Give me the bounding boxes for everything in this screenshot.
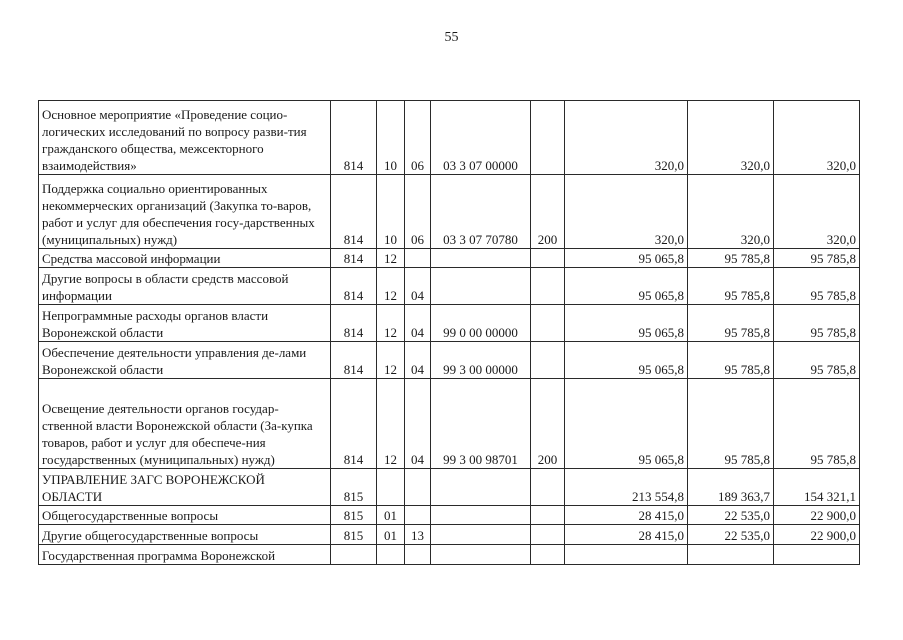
cell-target: 99 3 00 00000 <box>431 342 531 379</box>
cell-amount-1: 95 065,8 <box>565 249 688 268</box>
cell-amount-3 <box>774 545 860 565</box>
cell-subsection: 13 <box>405 525 431 545</box>
cell-section: 10 <box>377 101 405 175</box>
cell-amount-3: 95 785,8 <box>774 342 860 379</box>
cell-target <box>431 525 531 545</box>
table-body <box>39 101 860 565</box>
cell-subsection: 04 <box>405 305 431 342</box>
cell-subsection <box>405 545 431 565</box>
cell-amount-2: 95 785,8 <box>688 305 774 342</box>
cell-target <box>431 469 531 506</box>
cell-subsection: 06 <box>405 175 431 249</box>
cell-target: 03 3 07 00000 <box>431 101 531 175</box>
row-name: Непрограммные расходы органов власти Воронежской области <box>39 305 331 342</box>
cell-amount-3: 320,0 <box>774 101 860 175</box>
cell-code: 814 <box>331 379 377 469</box>
cell-expense-type <box>531 268 565 305</box>
cell-code: 815 <box>331 525 377 545</box>
cell-subsection <box>405 469 431 506</box>
cell-section: 01 <box>377 506 405 525</box>
cell-amount-3: 95 785,8 <box>774 379 860 469</box>
cell-amount-2: 95 785,8 <box>688 268 774 305</box>
row-name: Государственная программа Воронежской <box>39 545 331 565</box>
cell-code: 814 <box>331 342 377 379</box>
cell-expense-type <box>531 506 565 525</box>
cell-target <box>431 249 531 268</box>
cell-section: 10 <box>377 175 405 249</box>
cell-code <box>331 545 377 565</box>
cell-amount-1: 320,0 <box>565 101 688 175</box>
cell-amount-1: 95 065,8 <box>565 268 688 305</box>
table-row <box>39 469 860 506</box>
cell-target <box>431 268 531 305</box>
cell-section <box>377 469 405 506</box>
row-name: УПРАВЛЕНИЕ ЗАГС ВОРОНЕЖСКОЙ ОБЛАСТИ <box>39 469 331 506</box>
cell-target: 03 3 07 70780 <box>431 175 531 249</box>
row-name: Основное мероприятие «Проведение социо-логических исследований по вопросу разви-тия гражданского общества, межсекторного взаимодействия» <box>39 101 331 175</box>
cell-amount-1: 95 065,8 <box>565 305 688 342</box>
cell-code: 815 <box>331 506 377 525</box>
cell-expense-type <box>531 249 565 268</box>
cell-subsection: 06 <box>405 101 431 175</box>
cell-section: 12 <box>377 342 405 379</box>
row-name: Другие общегосударственные вопросы <box>39 525 331 545</box>
cell-amount-1: 95 065,8 <box>565 342 688 379</box>
row-name: Другие вопросы в области средств массовой информации <box>39 268 331 305</box>
cell-amount-1: 320,0 <box>565 175 688 249</box>
cell-amount-1: 95 065,8 <box>565 379 688 469</box>
cell-code: 814 <box>331 305 377 342</box>
cell-code: 814 <box>331 249 377 268</box>
cell-code: 814 <box>331 268 377 305</box>
cell-amount-3: 154 321,1 <box>774 469 860 506</box>
cell-expense-type <box>531 469 565 506</box>
cell-expense-type: 200 <box>531 379 565 469</box>
table-row <box>39 175 860 249</box>
table-row <box>39 342 860 379</box>
table-row <box>39 101 860 175</box>
cell-subsection: 04 <box>405 342 431 379</box>
cell-section: 12 <box>377 379 405 469</box>
cell-code: 815 <box>331 469 377 506</box>
budget-table <box>38 100 860 565</box>
cell-target <box>431 545 531 565</box>
cell-section <box>377 545 405 565</box>
table-row <box>39 305 860 342</box>
cell-code: 814 <box>331 101 377 175</box>
cell-amount-3: 95 785,8 <box>774 249 860 268</box>
cell-expense-type <box>531 545 565 565</box>
cell-code: 814 <box>331 175 377 249</box>
row-name: Поддержка социально ориентированных некоммерческих организаций (Закупка то-варов, работ и услуг для обеспечения госу-дарственных (муниципальных) нужд) <box>39 175 331 249</box>
cell-expense-type <box>531 525 565 545</box>
cell-amount-2: 22 535,0 <box>688 525 774 545</box>
cell-section: 12 <box>377 305 405 342</box>
row-name: Обеспечение деятельности управления де-лами Воронежской области <box>39 342 331 379</box>
cell-amount-2: 95 785,8 <box>688 249 774 268</box>
cell-amount-2: 95 785,8 <box>688 379 774 469</box>
cell-subsection <box>405 249 431 268</box>
table-row <box>39 379 860 469</box>
cell-expense-type <box>531 305 565 342</box>
cell-target: 99 0 00 00000 <box>431 305 531 342</box>
cell-target <box>431 506 531 525</box>
cell-amount-3: 22 900,0 <box>774 506 860 525</box>
table-row <box>39 525 860 545</box>
cell-amount-3: 320,0 <box>774 175 860 249</box>
table-row <box>39 545 860 565</box>
cell-amount-1: 213 554,8 <box>565 469 688 506</box>
row-name: Средства массовой информации <box>39 249 331 268</box>
cell-target: 99 3 00 98701 <box>431 379 531 469</box>
table-row <box>39 268 860 305</box>
row-name: Освещение деятельности органов государ-ственной власти Воронежской области (За-купка товаров, работ и услуг для обеспече-ния государственных (муниципальных) нужд) <box>39 379 331 469</box>
cell-section: 12 <box>377 268 405 305</box>
cell-amount-1 <box>565 545 688 565</box>
cell-amount-1: 28 415,0 <box>565 506 688 525</box>
cell-expense-type <box>531 342 565 379</box>
cell-amount-2: 189 363,7 <box>688 469 774 506</box>
cell-amount-3: 95 785,8 <box>774 305 860 342</box>
row-name: Общегосударственные вопросы <box>39 506 331 525</box>
table-row <box>39 506 860 525</box>
cell-expense-type: 200 <box>531 175 565 249</box>
cell-amount-2: 320,0 <box>688 101 774 175</box>
cell-amount-2 <box>688 545 774 565</box>
cell-amount-2: 320,0 <box>688 175 774 249</box>
cell-section: 12 <box>377 249 405 268</box>
cell-amount-3: 95 785,8 <box>774 268 860 305</box>
cell-subsection: 04 <box>405 268 431 305</box>
cell-subsection: 04 <box>405 379 431 469</box>
cell-expense-type <box>531 101 565 175</box>
cell-subsection <box>405 506 431 525</box>
table-row <box>39 249 860 268</box>
cell-amount-1: 28 415,0 <box>565 525 688 545</box>
page-number: 55 <box>444 30 459 45</box>
cell-amount-2: 22 535,0 <box>688 506 774 525</box>
cell-section: 01 <box>377 525 405 545</box>
cell-amount-3: 22 900,0 <box>774 525 860 545</box>
cell-amount-2: 95 785,8 <box>688 342 774 379</box>
